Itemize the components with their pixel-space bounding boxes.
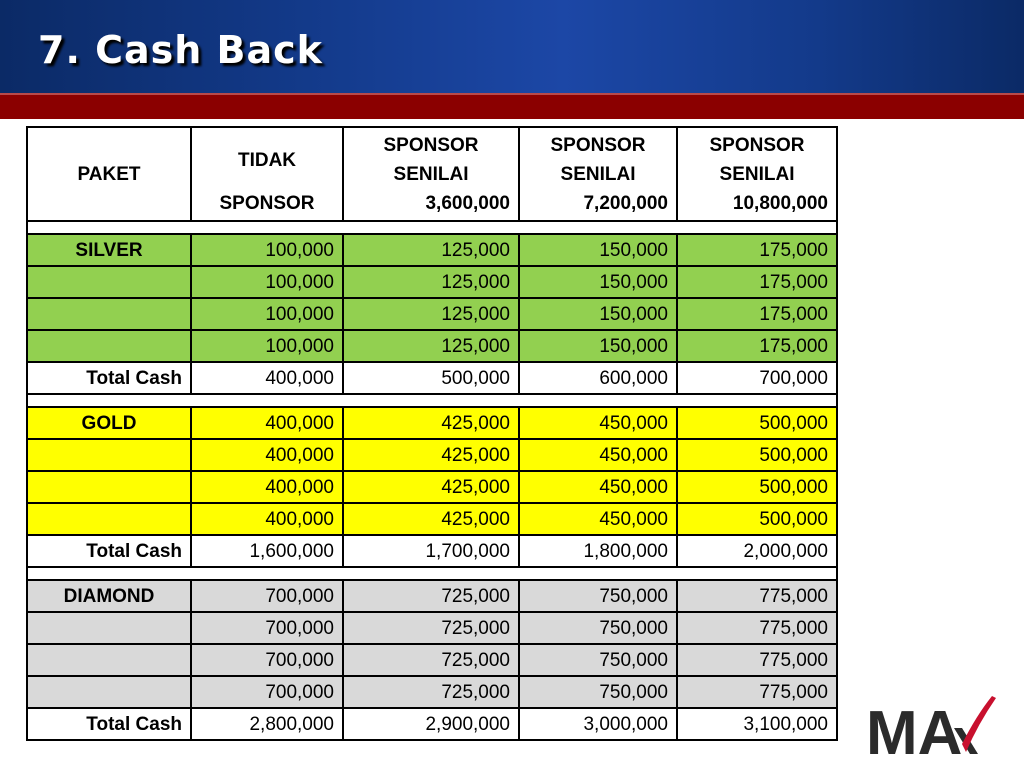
total-cell: 600,000 <box>519 362 677 394</box>
table-row <box>27 471 837 503</box>
cell: 700,000 <box>191 644 343 676</box>
cell: 400,000 <box>191 407 343 439</box>
total-row-silver <box>27 362 837 394</box>
total-cell: 400,000 <box>191 362 343 394</box>
cell: 100,000 <box>191 330 343 362</box>
cell: 500,000 <box>677 471 837 503</box>
total-cell: 500,000 <box>343 362 519 394</box>
section-label-gold: GOLD <box>27 407 191 439</box>
cell <box>27 298 191 330</box>
table-row <box>27 266 837 298</box>
cell: 100,000 <box>191 266 343 298</box>
cell: 100,000 <box>191 234 343 266</box>
cell: 175,000 <box>677 234 837 266</box>
table-row <box>27 330 837 362</box>
title-bar <box>0 0 1024 93</box>
cell: 450,000 <box>519 407 677 439</box>
section-label-diamond: DIAMOND <box>27 580 191 612</box>
cell: 700,000 <box>191 580 343 612</box>
total-cell: 2,900,000 <box>343 708 519 740</box>
table-row <box>27 503 837 535</box>
table-row <box>27 676 837 708</box>
total-cell: 2,800,000 <box>191 708 343 740</box>
table-row <box>27 439 837 471</box>
total-cell: 1,700,000 <box>343 535 519 567</box>
cashback-table <box>26 126 838 741</box>
total-cell: 700,000 <box>677 362 837 394</box>
cell: 700,000 <box>191 676 343 708</box>
cell: 700,000 <box>191 612 343 644</box>
cell: 425,000 <box>343 503 519 535</box>
cell: 125,000 <box>343 266 519 298</box>
cell: 725,000 <box>343 612 519 644</box>
total-cell: 1,600,000 <box>191 535 343 567</box>
table-row <box>27 234 837 266</box>
cell <box>27 439 191 471</box>
table-row <box>27 298 837 330</box>
cell: 175,000 <box>677 266 837 298</box>
cell <box>27 676 191 708</box>
cell <box>27 644 191 676</box>
accent-bar <box>0 93 1024 119</box>
cell <box>27 503 191 535</box>
cell: 425,000 <box>343 471 519 503</box>
cell: 125,000 <box>343 330 519 362</box>
total-label: Total Cash <box>27 708 191 740</box>
logo-text: MA <box>866 699 963 760</box>
cell: 775,000 <box>677 580 837 612</box>
cell <box>27 612 191 644</box>
cell: 725,000 <box>343 580 519 612</box>
cell: 400,000 <box>191 439 343 471</box>
cell: 175,000 <box>677 298 837 330</box>
cell: 500,000 <box>677 503 837 535</box>
cell: 750,000 <box>519 676 677 708</box>
cell: 425,000 <box>343 439 519 471</box>
table-row <box>27 407 837 439</box>
cell: 750,000 <box>519 580 677 612</box>
cell: 500,000 <box>677 439 837 471</box>
section-label-silver: SILVER <box>27 234 191 266</box>
cell: 125,000 <box>343 298 519 330</box>
total-label: Total Cash <box>27 362 191 394</box>
slide-title: 7. Cash Back <box>38 28 323 72</box>
cell: 100,000 <box>191 298 343 330</box>
total-cell: 3,000,000 <box>519 708 677 740</box>
cell: 775,000 <box>677 676 837 708</box>
cell: 150,000 <box>519 266 677 298</box>
cell: 750,000 <box>519 612 677 644</box>
header-paket: PAKET <box>27 127 191 221</box>
total-label: Total Cash <box>27 535 191 567</box>
header-tidak-sponsor: TIDAK SPONSOR <box>191 127 343 221</box>
cell: 775,000 <box>677 644 837 676</box>
total-row-diamond <box>27 708 837 740</box>
cell: 775,000 <box>677 612 837 644</box>
cell: 500,000 <box>677 407 837 439</box>
header-sponsor-7200000: SPONSOR SENILAI 7,200,000 <box>519 127 677 221</box>
header-sponsor-10800000: SPONSOR SENILAI 10,800,000 <box>677 127 837 221</box>
cell <box>27 330 191 362</box>
cell: 450,000 <box>519 503 677 535</box>
table-row <box>27 580 837 612</box>
cell: 125,000 <box>343 234 519 266</box>
cell: 150,000 <box>519 330 677 362</box>
cell: 450,000 <box>519 439 677 471</box>
header-row <box>27 127 837 221</box>
table-row <box>27 644 837 676</box>
total-cell: 3,100,000 <box>677 708 837 740</box>
cell: 400,000 <box>191 471 343 503</box>
header-sponsor-3600000: SPONSOR SENILAI 3,600,000 <box>343 127 519 221</box>
cell: 425,000 <box>343 407 519 439</box>
cell: 150,000 <box>519 298 677 330</box>
cell: 750,000 <box>519 644 677 676</box>
cell <box>27 266 191 298</box>
cell: 400,000 <box>191 503 343 535</box>
cell: 175,000 <box>677 330 837 362</box>
cell: 725,000 <box>343 644 519 676</box>
total-cell: 2,000,000 <box>677 535 837 567</box>
cell: 450,000 <box>519 471 677 503</box>
total-row-gold <box>27 535 837 567</box>
cell <box>27 471 191 503</box>
cell: 150,000 <box>519 234 677 266</box>
total-cell: 1,800,000 <box>519 535 677 567</box>
table-row <box>27 612 837 644</box>
cell: 725,000 <box>343 676 519 708</box>
max-logo <box>866 694 996 760</box>
